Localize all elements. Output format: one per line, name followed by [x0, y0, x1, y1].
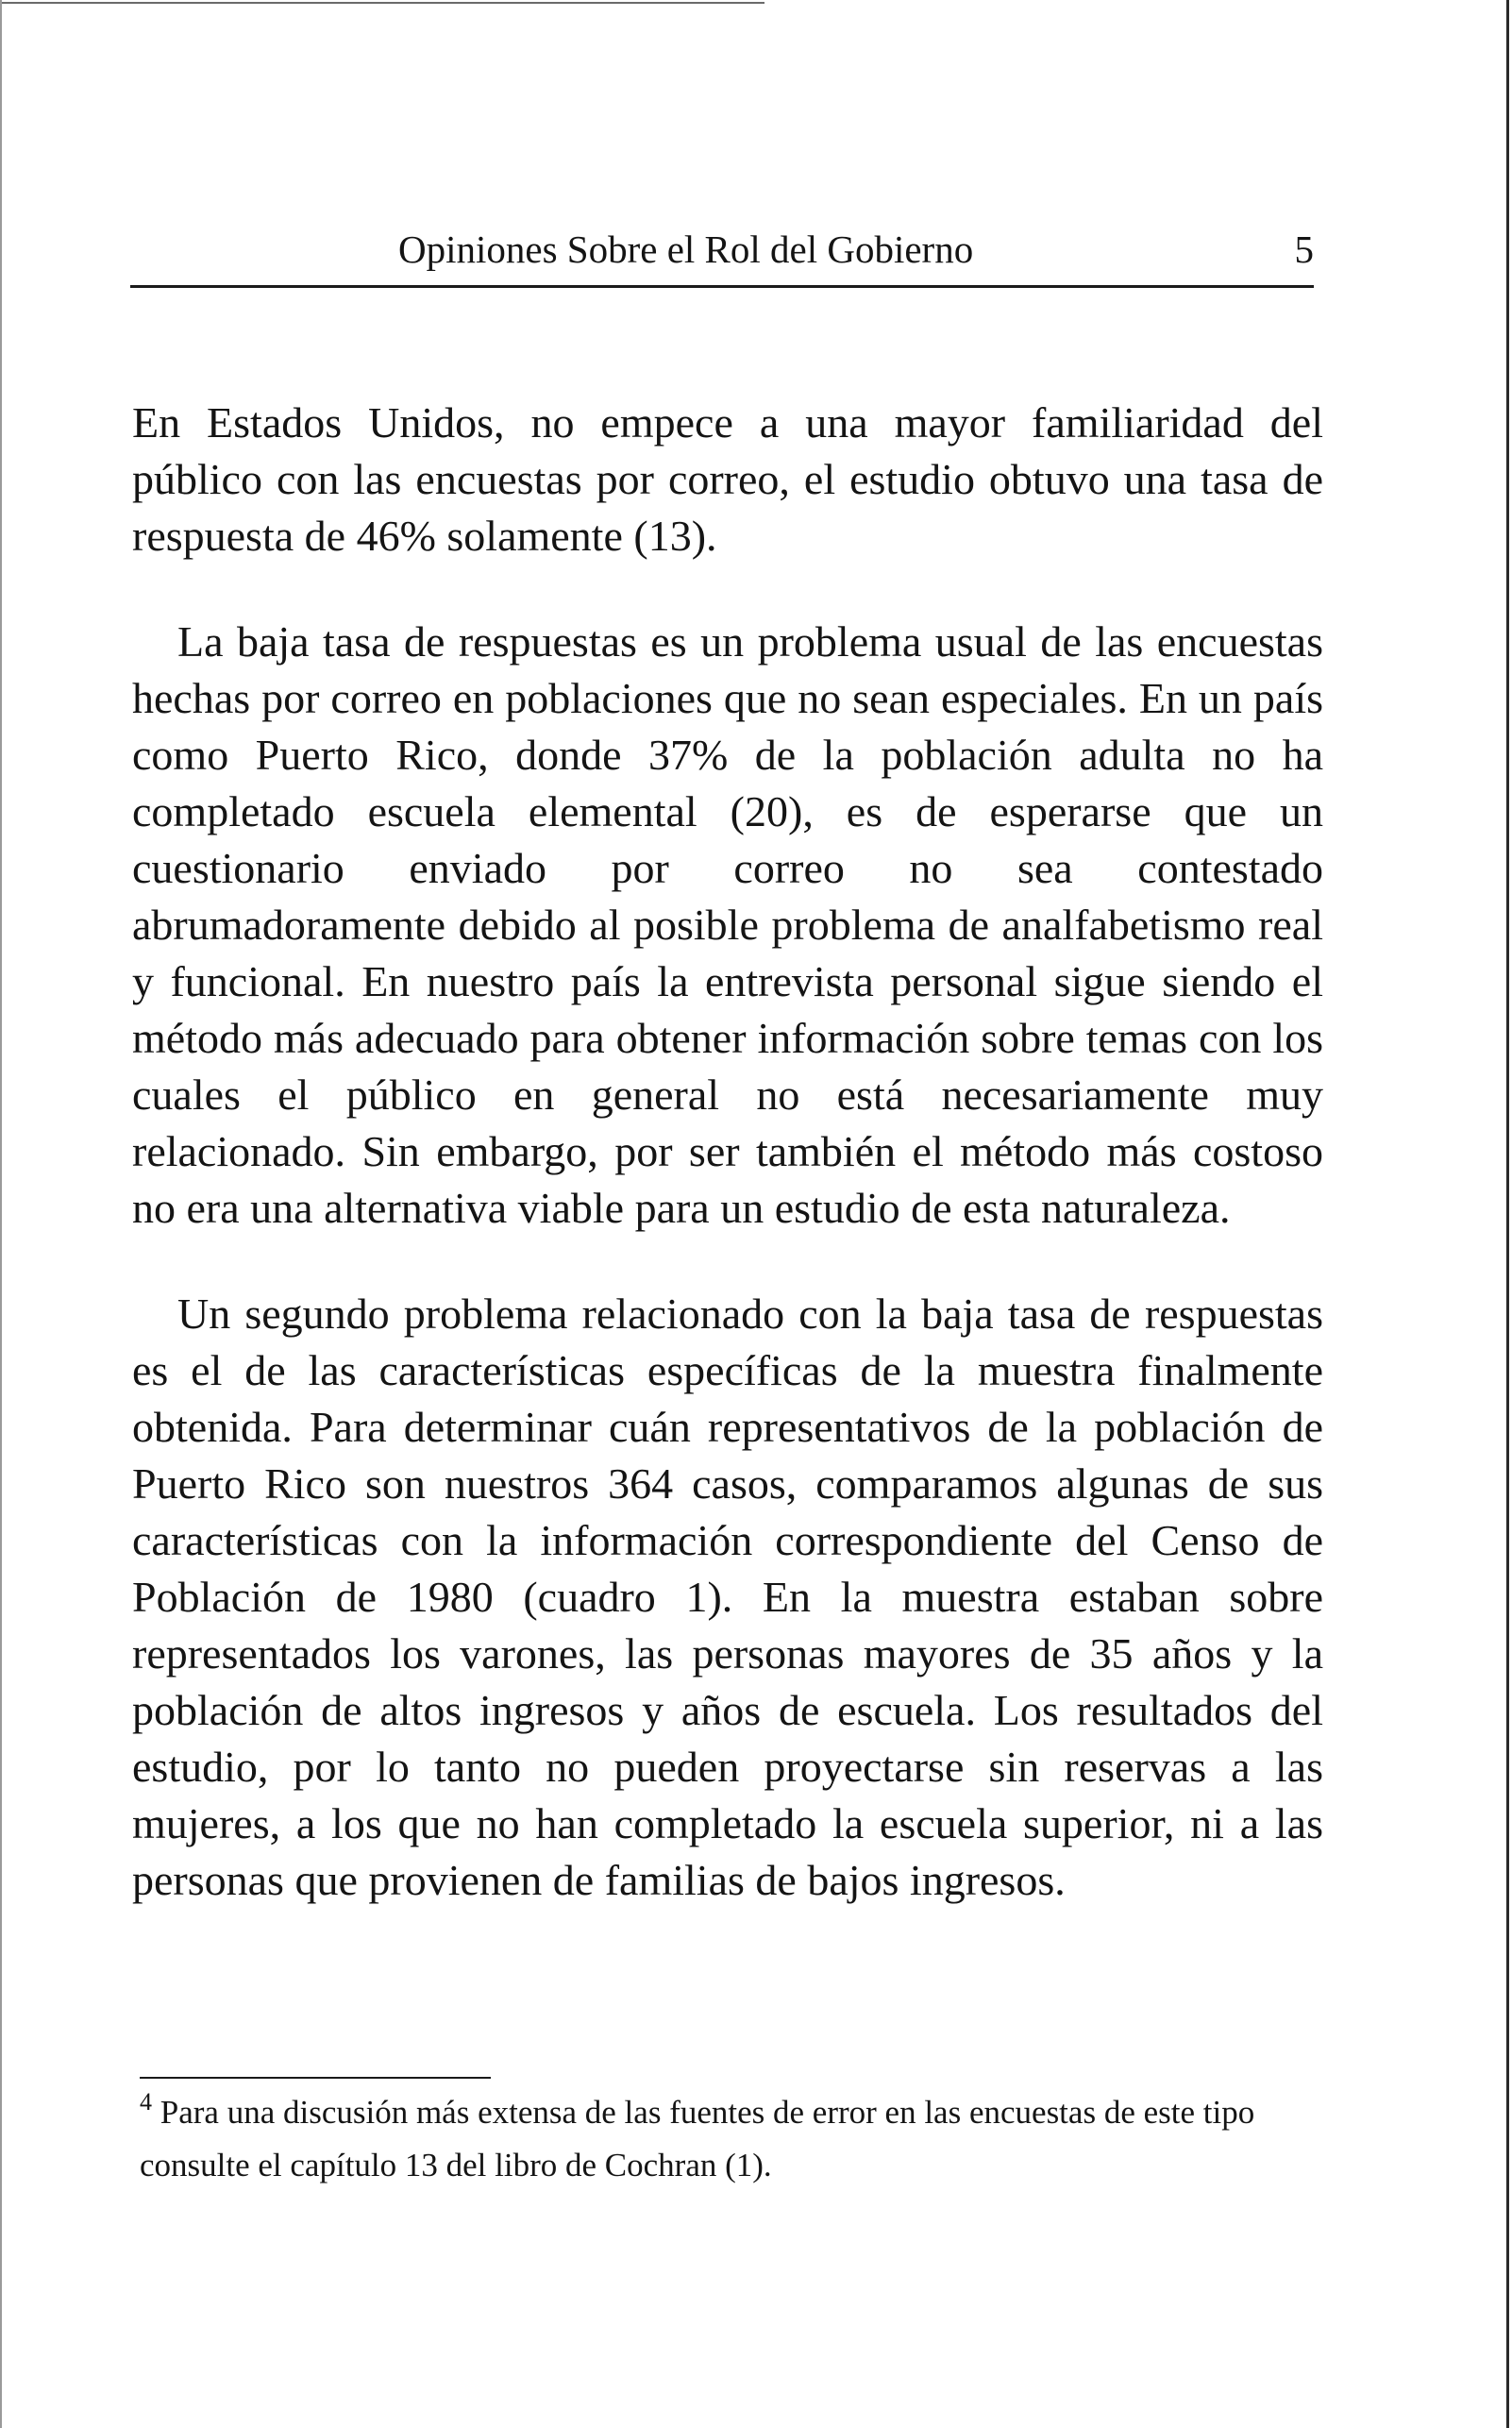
body-text	[132, 395, 1323, 1909]
paragraph-2: La baja tasa de respuestas es un problema usual de las encuestas hechas por correo en poblaciones que no sean especiales. En un país como Puerto Rico, donde 37% de la población adulta no ha completado escuela elemental (20), es de esperarse que un cuestionario enviado por correo no sea contestado abrumadoramente debido al posible problema de analfabetismo real y funcional. En nuestro país la entrevista personal sigue siendo el método más adecuado para obtener información sobre temas con los cuales el público en general no está necesariamente muy relacionado. Sin embargo, por ser también el método más costoso no era una alternativa viable para un estudio de esta naturaleza.	[132, 617, 1323, 1232]
header-rule	[130, 285, 1314, 288]
footnote-marker: 4	[140, 2088, 152, 2116]
scan-left-edge	[0, 0, 2, 2428]
paragraph-3: Un segundo problema relacionado con la baja tasa de respuestas es el de las características específicas de la muestra finalmente obtenida. Para determinar cuán representativos de la población de Puerto Rico son nuestros 364 casos, comparamos algunas de sus características con la información correspondiente del Censo de Población de 1980 (cuadro 1). En la muestra estaban sobre representados los varones, las personas mayores de 35 años y la población de altos ingresos y años de escuela. Los resultados del estudio, por lo tanto no pueden proyectarse sin reservas a las mujeres, a los que no han completado la escuela superior, ni a las personas que provienen de familias de bajos ingresos.	[132, 1290, 1323, 1904]
footnote	[140, 2086, 1329, 2192]
page-number: 5	[1294, 228, 1314, 271]
paragraph-1: En Estados Unidos, no empece a una mayor familiaridad del público con las encuestas por correo, el estudio obtuvo una tasa de respuesta de 46% solamente (13).	[132, 398, 1323, 560]
footnote-text: Para una discusión más extensa de las fuentes de error en las encuestas de este tipo consulte el capítulo 13 del libro de Cochran (1).	[140, 2094, 1255, 2184]
footnote-rule	[140, 2077, 491, 2079]
scan-edge-line	[0, 2, 764, 4]
running-title: Opiniones Sobre el Rol del Gobierno	[398, 228, 974, 271]
scan-right-edge	[1506, 0, 1509, 2428]
running-header	[130, 219, 1314, 279]
